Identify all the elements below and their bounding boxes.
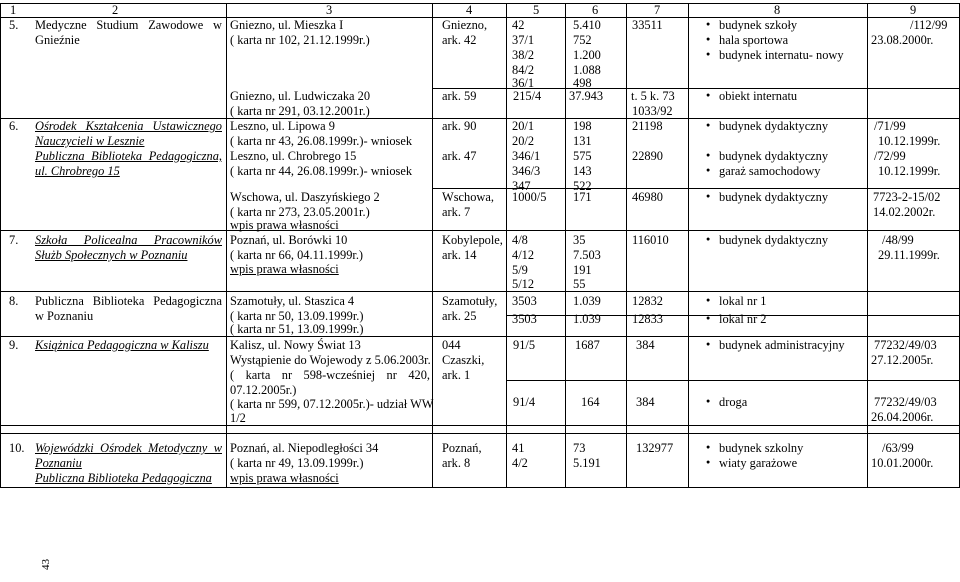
institution-name: Medyczne Studium Zawodowe w xyxy=(35,18,222,32)
parcel: 215/4 xyxy=(513,89,542,103)
rule xyxy=(506,380,960,381)
area: 522 xyxy=(573,179,592,193)
decision: 77232/49/03 xyxy=(874,395,937,409)
location: ark. 90 xyxy=(442,119,477,133)
building-item: ● budynek szkoły xyxy=(719,18,797,33)
column-header: 8 xyxy=(774,3,781,17)
location: ark. 1 xyxy=(442,368,471,382)
card-number: ( karta nr 44, 26.08.1999r.)- wniosek xyxy=(230,164,413,178)
parcel: 5/9 xyxy=(512,263,528,277)
parcel: 36/1 xyxy=(512,76,535,90)
parcel: 42 xyxy=(512,18,525,32)
institution-name: Nauczycieli w Lesznie xyxy=(35,134,145,148)
card-number: ( karta nr 49, 13.09.1999r.) xyxy=(230,456,364,470)
location: ark. 25 xyxy=(442,309,477,323)
decision: /112/99 xyxy=(910,18,948,32)
location: ark. 47 xyxy=(442,149,477,163)
decision-date: 10.12.1999r. xyxy=(878,164,941,178)
location: ark. 14 xyxy=(442,248,477,262)
area: 198 xyxy=(573,119,592,133)
parcel: 347 xyxy=(512,179,531,193)
decision-date: 10.12.1999r. xyxy=(878,134,941,148)
area: 498 xyxy=(573,76,592,90)
decision: /71/99 xyxy=(874,119,906,133)
address: Szamotuły, ul. Staszica 4 xyxy=(230,294,355,308)
address: Leszno, ul. Chrobrego 15 xyxy=(230,149,357,163)
land-register: 21198 xyxy=(632,119,663,133)
address: Leszno, ul. Lipowa 9 xyxy=(230,119,335,133)
building-item: ● hala sportowa xyxy=(719,33,788,48)
building-item: ● budynek dydaktyczny xyxy=(719,233,828,248)
parcel: 3503 xyxy=(512,294,537,308)
card-number: ( karta nr 598-wcześniej nr 420, xyxy=(230,368,430,382)
area: 37.943 xyxy=(569,89,604,103)
area: 1.039 xyxy=(573,294,601,308)
card-number: ( karta nr 102, 21.12.1999r.) xyxy=(230,33,370,47)
rule xyxy=(0,487,960,488)
column-header: 1 xyxy=(10,3,17,17)
location: Poznań, xyxy=(442,441,482,455)
institution-name: Wojewódzki Ośrodek Metodyczny w xyxy=(35,441,222,455)
column-header: 5 xyxy=(533,3,540,17)
decision-date: 27.12.2005r. xyxy=(871,353,934,367)
column-header: 6 xyxy=(592,3,599,17)
building-item: ● lokal nr 1 xyxy=(719,294,767,309)
row-number: 10. xyxy=(9,441,25,455)
institution-name: Służb Społecznych w Poznaniu xyxy=(35,248,188,262)
area: 191 xyxy=(573,263,592,277)
card-number: ( karta nr 273, 23.05.2001r.) xyxy=(230,205,370,219)
rule xyxy=(0,230,960,231)
institution-name: Publiczna Biblioteka Pedagogiczna xyxy=(35,294,222,308)
card-number: ( karta nr 50, 13.09.1999r.) xyxy=(230,309,364,323)
building-item: ● budynek szkolny xyxy=(719,441,803,456)
row-number: 5. xyxy=(9,18,19,32)
address: Gniezno, ul. Mieszka I xyxy=(230,18,344,32)
rule xyxy=(0,433,960,434)
parcel: 20/1 xyxy=(512,119,535,133)
page-number: 43 xyxy=(40,559,52,570)
building-item: ● wiaty garażowe xyxy=(719,456,797,471)
building-item: ● obiekt internatu xyxy=(719,89,797,104)
location: ark. 7 xyxy=(442,205,471,219)
parcel: 84/2 xyxy=(512,63,535,77)
decision-date: 23.08.2000r. xyxy=(871,33,934,47)
area: 73 xyxy=(573,441,586,455)
land-register: 116010 xyxy=(632,233,669,247)
land-register: 46980 xyxy=(632,190,663,204)
building-item: ● lokal nr 2 xyxy=(719,312,767,327)
parcel: 91/4 xyxy=(513,395,536,409)
card-number: ( karta nr 599, 07.12.2005r.)- udział WW xyxy=(230,397,434,411)
decision: /48/99 xyxy=(882,233,914,247)
decision-date: 10.01.2000r. xyxy=(871,456,934,470)
parcel: 4/8 xyxy=(512,233,528,247)
location: ark. 8 xyxy=(442,456,471,470)
rule xyxy=(626,3,627,487)
decision: /72/99 xyxy=(874,149,906,163)
rule xyxy=(867,3,868,487)
decision-date: 14.02.2002r. xyxy=(873,205,936,219)
row-number: 8. xyxy=(9,294,19,308)
rule xyxy=(226,3,227,487)
rule xyxy=(565,3,566,487)
area: 1.039 xyxy=(573,312,601,326)
card-number: ( karta nr 51, 13.09.1999r.) xyxy=(230,322,364,336)
ownership-entry: wpis prawa własności xyxy=(230,218,339,232)
land-register: 384 xyxy=(636,395,655,409)
decision: 77232/49/03 xyxy=(874,338,937,352)
institution-name: Szkoła Policealna Pracowników xyxy=(35,233,222,247)
rule xyxy=(0,3,1,487)
building-item: ● budynek dydaktyczny xyxy=(719,149,828,164)
rule xyxy=(506,3,507,487)
location: Szamotuły, xyxy=(442,294,498,308)
parcel: 91/5 xyxy=(513,338,536,352)
building-item: ● droga xyxy=(719,395,747,410)
area: 7.503 xyxy=(573,248,601,262)
column-header: 9 xyxy=(910,3,917,17)
parcel: 38/2 xyxy=(512,48,535,62)
institution-name: ul. Chrobrego 15 xyxy=(35,164,120,178)
land-register: 33511 xyxy=(632,18,663,32)
column-header: 3 xyxy=(326,3,333,17)
institution-name: Poznaniu xyxy=(35,456,82,470)
column-header: 7 xyxy=(654,3,661,17)
rule xyxy=(0,425,960,426)
parcel: 4/12 xyxy=(512,248,535,262)
rule xyxy=(0,3,960,4)
location: ark. 59 xyxy=(442,89,477,103)
area: 1687 xyxy=(575,338,600,352)
parcel: 37/1 xyxy=(512,33,535,47)
address: Wschowa, ul. Daszyńskiego 2 xyxy=(230,190,380,204)
land-register: 12833 xyxy=(632,312,663,326)
decision-date: 26.04.2006r. xyxy=(871,410,934,424)
building-item: ● garaż samochodowy xyxy=(719,164,821,179)
location: ark. 42 xyxy=(442,33,477,47)
parcel: 346/3 xyxy=(512,164,541,178)
area: 1.088 xyxy=(573,63,601,77)
building-item: ● budynek administracyjny xyxy=(719,338,845,353)
note: Wystąpienie do Wojewody z 5.06.2003r. xyxy=(230,353,431,367)
rule xyxy=(688,3,689,487)
decision: /63/99 xyxy=(882,441,914,455)
card-number: 07.12.2005r.) xyxy=(230,383,297,397)
card-number: ( karta nr 66, 04.11.1999r.) xyxy=(230,248,364,262)
address: Kalisz, ul. Nowy Świat 13 xyxy=(230,338,361,352)
area: 752 xyxy=(573,33,592,47)
institution-name: Publiczna Biblioteka Pedagogiczna, xyxy=(35,149,222,163)
institution-name: w Poznaniu xyxy=(35,309,94,323)
rule xyxy=(0,291,960,292)
institution-name: Publiczna Biblioteka Pedagogiczna xyxy=(35,471,212,485)
address: Poznań, al. Niepodległości 34 xyxy=(230,441,379,455)
land-register: 132977 xyxy=(636,441,674,455)
land-register: 12832 xyxy=(632,294,663,308)
parcel: 41 xyxy=(512,441,525,455)
land-register: 22890 xyxy=(632,149,663,163)
address: Poznań, ul. Borówki 10 xyxy=(230,233,348,247)
building-item: ● budynek dydaktyczny xyxy=(719,119,828,134)
decision: 7723-2-15/02 xyxy=(873,190,941,204)
card-number: ( karta nr 291, 03.12.2001r.) xyxy=(230,104,370,118)
parcel: 4/2 xyxy=(512,456,528,470)
land-register: 384 xyxy=(636,338,655,352)
area: 575 xyxy=(573,149,592,163)
institution-name: Gnieźnie xyxy=(35,33,80,47)
address: Gniezno, ul. Ludwiczaka 20 xyxy=(230,89,371,103)
parcel: 20/2 xyxy=(512,134,535,148)
ownership-entry: wpis prawa własności xyxy=(230,262,339,276)
building-item: ● budynek internatu- nowy xyxy=(719,48,844,63)
area: 171 xyxy=(573,190,592,204)
card-number: ( karta nr 43, 26.08.1999r.)- wniosek xyxy=(230,134,413,148)
area: 143 xyxy=(573,164,592,178)
card-number: 1/2 xyxy=(230,411,246,425)
decision-date: 29.11.1999r. xyxy=(878,248,940,262)
area: 164 xyxy=(581,395,600,409)
location: 044 xyxy=(442,338,461,352)
land-register: t. 5 k. 73 xyxy=(631,89,675,103)
ownership-entry: wpis prawa własności xyxy=(230,471,339,485)
rule xyxy=(432,3,433,487)
area: 5.191 xyxy=(573,456,601,470)
column-header: 2 xyxy=(112,3,119,17)
parcel: 5/12 xyxy=(512,277,535,291)
location: Czaszki, xyxy=(442,353,485,367)
location: Wschowa, xyxy=(442,190,494,204)
area: 5.410 xyxy=(573,18,601,32)
column-header: 4 xyxy=(466,3,473,17)
area: 35 xyxy=(573,233,586,247)
location: Gniezno, xyxy=(442,18,488,32)
land-register: 1033/92 xyxy=(632,104,673,118)
building-item: ● budynek dydaktyczny xyxy=(719,190,828,205)
institution-name: Książnica Pedagogiczna w Kaliszu xyxy=(35,338,209,352)
location: Kobylepole, xyxy=(442,233,503,247)
row-number: 7. xyxy=(9,233,19,247)
row-number: 9. xyxy=(9,338,19,352)
area: 55 xyxy=(573,277,586,291)
parcel: 346/1 xyxy=(512,149,541,163)
area: 1.200 xyxy=(573,48,601,62)
area: 131 xyxy=(573,134,592,148)
row-number: 6. xyxy=(9,119,19,133)
institution-name: Ośrodek Kształcenia Ustawicznego xyxy=(35,119,222,133)
parcel: 3503 xyxy=(512,312,537,326)
rule xyxy=(0,336,960,337)
parcel: 1000/5 xyxy=(512,190,547,204)
